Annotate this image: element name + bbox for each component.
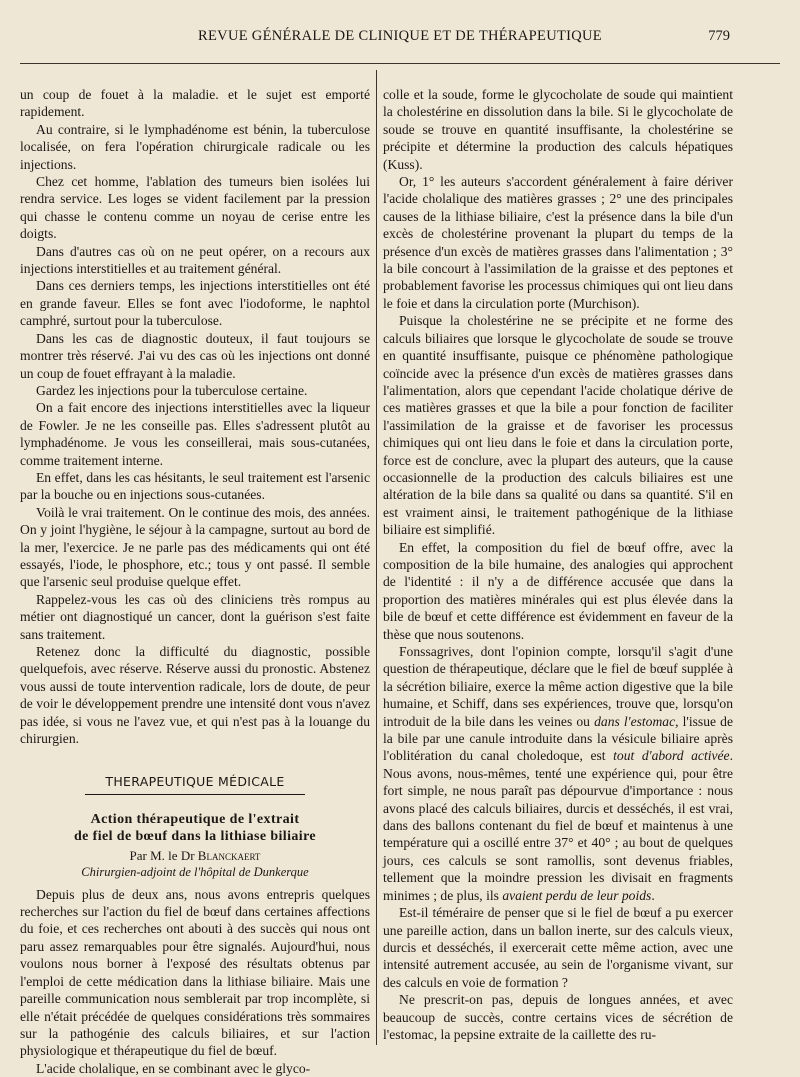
paragraph: Dans les cas de diagnostic douteux, il faut toujours se montrer très réservé. J'ai vu des cas où les injections ont donné un coup de fouet effrayant à la maladie. (20, 330, 370, 381)
paragraph: En effet, dans les cas hésitants, le seul traitement est l'arsenic par la bouche ou en injections sous-cutanées. (20, 469, 370, 503)
paragraph: En effet, la composition du fiel de bœuf offre, avec la composition de la bile humaine, des analogies qui approchent de l'identité : il n'y a de différence accusée que dans la proportion des matières minérales qui est plus élevée dans la bile de bœuf et cette différence est évidemment en faveur de la thèse que nous soutenons. (383, 539, 733, 642)
paragraph: Au contraire, si le lymphadénome est bénin, la tuberculose localisée, on fera l'opération chirurgicale radicale ou les injections. (20, 121, 370, 172)
section-heading: THERAPEUTIQUE MÉDICALE (105, 774, 285, 790)
emphasis: dans l'estomac (594, 713, 676, 729)
paragraph: Depuis plus de deux ans, nous avons entrepris quelques recherches sur l'action du fiel de bœuf dans certaines affections du foie, et ces recherches ont abouti à des succès qui nous ont paru assez remarquables pour être signalés. Aujourd'hui, nous voulons nous borner à l'exposé des résultats obtenus par l'emploi de cette médication dans la lithiase biliaire. Mais une pareille communication nous semblerait par trop incomplète, si elle n'était précédée de quelques considérations très sommaires sur la pathogénie des calculs biliaires, et sur l'action physiologique et thérapeutique du fiel de bœuf. (20, 886, 370, 1059)
paragraph: Or, 1° les auteurs s'accordent généralement à faire dériver l'acide cholalique des matières grasses ; 2° une des principales causes de la lithiase biliaire, c'est la présence dans la bile d'un excès de cholestérine provenant la plupart du temps de la présence d'un excès de matières grasses dans l'alimentation ; 3° la bile concourt à l'assimilation de la graisse et des peptones et probablement favorise les processus chimiques qui ont lieu dans le foie et dans la circulation porte (Murchison). (383, 174, 733, 311)
emphasis: tout d'abord activée (613, 748, 730, 764)
text-run: , l'issue de la bile par une canule introduite dans la vésicule biliaire après l'oblitération du canal choledoque, est (383, 713, 733, 764)
paragraph: Gardez les injections pour la tuberculose certaine. (36, 382, 308, 398)
paragraph: Dans d'autres cas où on ne peut opérer, on a recours aux injections interstitielles et au traitement général. (20, 243, 370, 277)
byline-prefix: Par M. le Dr (129, 847, 195, 863)
article-title-line: de fiel de bœuf dans la lithiase biliaire (73, 828, 317, 844)
text-run: Fonssagrives, dont l'opinion compte, lorsqu'il s'agit d'une question de thérapeutique, déclare que le fiel de bœuf supplée à la sécrétion biliaire, exerce la même action digestive que la bile humaine, et Schiff, dans ses expériences, trouve que, lorsqu'on introduit de la bile dans les veines ou (383, 644, 733, 729)
author-affiliation: Chirurgien-adjoint de l'hôpital de Dunkerque (81, 865, 309, 880)
article-title (20, 811, 370, 845)
paragraph: un coup de fouet à la maladie. et le sujet est emporté rapidement. (20, 87, 370, 120)
paragraph: L'acide cholalique, en se combinant avec le glyco- (36, 1060, 311, 1076)
emphasis: avaient perdu de leur poids (502, 887, 652, 903)
paragraph: Voilà le vrai traitement. On le continue des mois, des années. On y joint l'hygiène, le séjour à la campagne, surtout au bord de la mer, l'exercice. Je ne parle pas des médicaments qui ont été essayés, l'iode, le phosphore, etc.; tous y ont passé. Il semble que l'arsenic seul produise quelque effet. (20, 504, 370, 590)
paragraph: Ne prescrit-on pas, depuis de longues années, et avec beaucoup de succès, contre certains vices de sécrétion de l'estomac, la pepsine extraite de la caillette des ru- (383, 992, 733, 1042)
running-head (20, 28, 780, 52)
paragraph: Est-il téméraire de penser que si le fiel de bœuf a pu exercer une pareille action, dans un ballon inerte, sur des calculs vieux, durcis et desséchés, il exercerait cette même action, avec une intensité autrement accusée, au sein de l'organisme vivant, sur des calculs en voie de formation ? (383, 905, 733, 990)
running-title: REVUE GÉNÉRALE DE CLINIQUE ET DE THÉRAPEUTIQUE (198, 28, 602, 44)
heading-underline (85, 794, 305, 795)
paragraph: Rappelez-vous les cas où des cliniciens très rompus au métier ont diagnostiqué un cancer, dont la guérison s'est faite sans traitement. (20, 591, 370, 642)
paragraph: Puisque la cholestérine ne se précipite et ne forme des calculs biliaires que lorsque le glycocholate de soude se trouve en quantité insuffisante, puisque ce phénomène pathologique coïncide avec la présence d'un excès de matières grasses dans l'alimentation, alors que cependant l'acide cholatique dérive de ces matières grasses et que la bile a pour fonction de faciliter l'assimilation de la graisse et de favoriser les processus chimiques qui ont lieu dans le foie et dans la circulation porte, force est de conclure, avec la plupart des auteurs, que la cause occasionnelle de la production des calculs biliaires est une altération de la bile dans sa qualité ou dans sa quantité. S'il en est vraiment ainsi, le traitement pathogénique de la lithiase biliaire est simplifié. (383, 313, 733, 538)
text-run: . (651, 887, 655, 903)
paragraph: Chez cet homme, l'ablation des tumeurs bien isolées lui rendra service. Les loges se vident facilement par la pression qui chasse le contenu comme un noyau de cerise entre les doigts. (20, 174, 370, 242)
right-column (383, 86, 733, 1041)
paragraph: Retenez donc la difficulté du diagnostic, possible quelquefois, avec réserve. Réserve aussi du pronostic. Abstenez vous aussi de toute intervention radicale, lors de doute, de peur de voir le développement prendre une intensité dont vous n'avez pas idée, si vous ne l'avez vue, et qui n'est pas à la louange du chirurgien. (20, 644, 370, 747)
left-column (20, 86, 370, 1076)
article-title-line: Action thérapeutique de l'extrait (90, 811, 300, 827)
paragraph: colle et la soude, forme le glycocholate de soude qui maintient la cholestérine en dissolution dans la bile. Si le glycocholate de soude se trouve en quantité insuffisante, la cholestérine se précipite et détermine la production des calculs hépatiques (Kuss). (383, 87, 733, 172)
author-name: Blanckaert (197, 847, 261, 863)
paragraph: On a fait encore des injections interstitielles avec la liqueur de Fowler. Je ne les conseille pas. Elles s'adressent plutôt au lymphadénome. Je vous les conseillerai, mais sous-cutanées, comme traitement interne. (20, 400, 370, 468)
paragraph: Dans ces derniers temps, les injections interstitielles ont été en grande faveur. Elles se font avec l'iodoforme, le naphtol camphré, surtout pour la tuberculose. (20, 278, 370, 329)
page-number: 779 (708, 28, 730, 44)
byline (20, 847, 370, 864)
header-rule (20, 63, 780, 64)
paragraph (383, 643, 733, 904)
column-divider (376, 70, 377, 1045)
text-run: . Nous avons, nous-mêmes, tenté une expérience qui, pour être fort simple, ne nous paraît pas dépourvue d'importance : nous avons placé des calculs biliaires, durcis et desséchés, il est vrai, dans des ballons contenant du fiel de bœuf et maintenus à une température qui a oscillé entre 37° et 40° ; au bout de quelques jours, ces calculs se sont ramollis, sont devenus friables, tellement que la moindre pression les divisait en fragments minimes ; de plus, ils (383, 748, 733, 903)
